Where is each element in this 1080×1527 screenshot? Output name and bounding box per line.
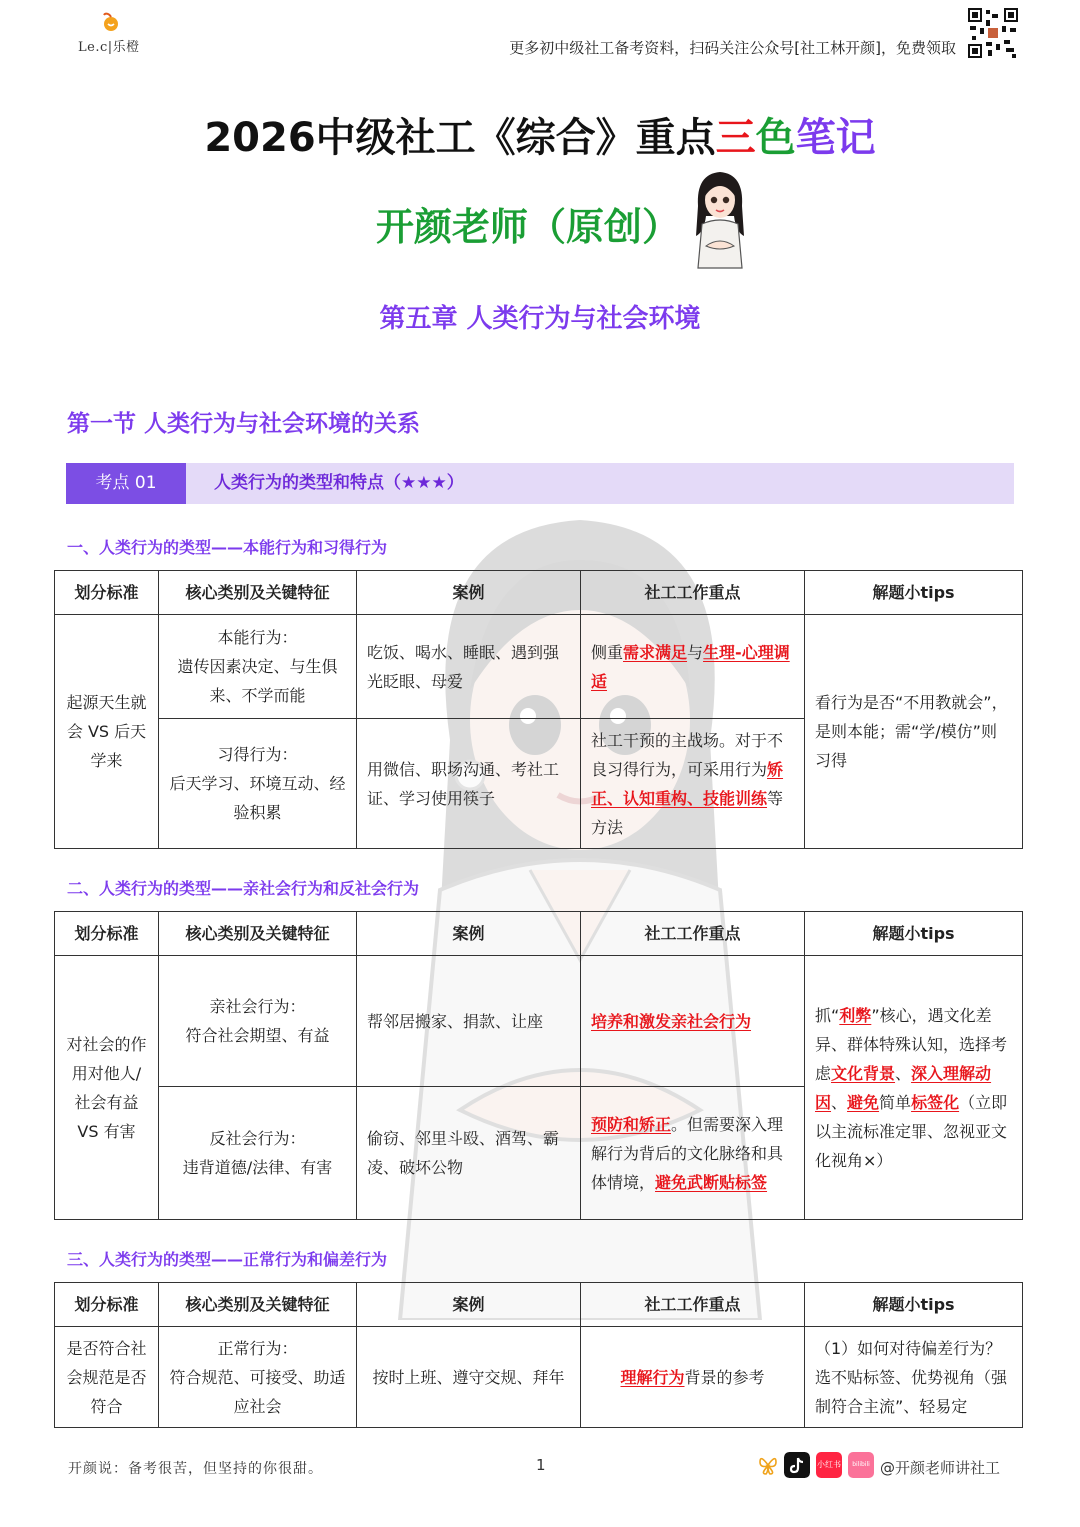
criterion-cell: 对社会的作用对他人/社会有益 VS 有害: [55, 956, 159, 1220]
brand-logo: [78, 12, 148, 58]
focus-cell: [581, 615, 805, 719]
category-cell: [159, 719, 357, 849]
table-header-row: [55, 1283, 1023, 1327]
col-header-focus: 社工工作重点: [581, 912, 805, 956]
focus-text: 与: [687, 642, 704, 662]
category-type: 习得行为：: [217, 745, 298, 764]
tips-text: ”核心，遇文化差异、群体特殊认知，选择考虑: [815, 1005, 1008, 1083]
cases-cell: 吃饭、喝水、睡眠、遇到强光眨眼、母爱: [357, 615, 581, 719]
category-cell: [159, 1087, 357, 1220]
category-features: 后天学习、环境互动、经验积累: [169, 774, 346, 822]
focus-cell: [581, 1327, 805, 1428]
douyin-icon[interactable]: [784, 1452, 810, 1478]
table-row: [55, 615, 1023, 719]
cases-cell: 用微信、职场沟通、考社工证、学习使用筷子: [357, 719, 581, 849]
knowledge-point-tag: 考点 01: [66, 463, 186, 504]
title-green-word: 色: [755, 115, 796, 161]
col-header-cases: 案例: [357, 1283, 581, 1327]
col-header-tips: 解题小tips: [805, 912, 1023, 956]
col-header-category: 核心类别及关键特征: [159, 912, 357, 956]
focus-cell: [581, 719, 805, 849]
category-type: 亲社会行为：: [209, 997, 306, 1016]
tips-highlight: 标签化: [911, 1092, 960, 1112]
col-header-cases: 案例: [357, 571, 581, 615]
col-header-cases: 案例: [357, 912, 581, 956]
category-type: 正常行为：: [217, 1338, 298, 1358]
criterion-cell: 起源天生就会 VS 后天学来: [55, 615, 159, 849]
col-header-category: 核心类别及关键特征: [159, 1283, 357, 1327]
category-features: 遗传因素决定、与生俱来、不学而能: [177, 657, 338, 705]
section-title: 第一节 人类行为与社会环境的关系: [67, 411, 421, 437]
qr-code-icon[interactable]: [968, 8, 1018, 58]
table-row: [55, 956, 1023, 1087]
focus-cell: [581, 1087, 805, 1220]
cases-cell: 偷窃、邻里斗殴、酒驾、霸凌、破坏公物: [357, 1087, 581, 1220]
subsection-heading-1: 一、人类行为的类型——本能行为和习得行为: [67, 538, 388, 557]
focus-highlight: 避免武断贴标签: [655, 1172, 768, 1192]
col-header-focus: 社工工作重点: [581, 1283, 805, 1327]
tips-text: （立即以主流标准定罪、忽视亚文化视角×）: [815, 1092, 1008, 1170]
social-handle[interactable]: @开颜老师讲社工: [880, 1459, 1001, 1477]
subsection-heading-3: 三、人类行为的类型——正常行为和偏差行为: [67, 1250, 388, 1269]
col-header-tips: 解题小tips: [805, 571, 1023, 615]
focus-highlight: 生理-心理调适: [591, 642, 790, 691]
tips-cell: （1）如何对待偏差行为？选不贴标签、优势视角（强制符合主流”、轻易定: [805, 1327, 1023, 1428]
title-main: 2026中级社工《综合》重点: [204, 115, 716, 161]
focus-highlight: 矫正、认知重构、技能训练: [591, 759, 784, 808]
focus-text: 等方法: [591, 788, 784, 837]
xiaohongshu-icon[interactable]: 小红书: [816, 1452, 842, 1478]
logo-text: Le.c|乐橙: [78, 40, 140, 55]
behavior-table-1: [54, 570, 1023, 849]
tips-cell: 看行为是否“不用教就会”，是则本能；需“学/模仿”则习得: [805, 615, 1023, 849]
tips-text: 、: [831, 1092, 848, 1112]
focus-highlight: 需求满足: [623, 642, 688, 662]
chapter-title: 第五章 人类行为与社会环境: [379, 304, 701, 334]
knowledge-point-title: 人类行为的类型和特点（★★★）: [214, 473, 464, 493]
tips-highlight: 利弊: [839, 1005, 872, 1025]
tips-cell: [805, 956, 1023, 1220]
tips-highlight: 避免: [847, 1092, 880, 1112]
focus-text: 背景的参考: [684, 1367, 765, 1387]
orange-logo-icon: [100, 12, 122, 32]
page-number: 1: [536, 1456, 546, 1474]
category-features: 违背道德/法律、有害: [182, 1158, 333, 1177]
behavior-table-3: [54, 1282, 1023, 1428]
tips-text: 、: [895, 1063, 912, 1083]
col-header-criterion: 划分标准: [55, 1283, 159, 1327]
table-header-row: [55, 571, 1023, 615]
tips-highlight: 文化背景: [831, 1063, 896, 1083]
category-cell: [159, 615, 357, 719]
focus-text: 侧重: [591, 642, 624, 662]
title-purple-word: 笔记: [795, 115, 876, 161]
butterfly-icon[interactable]: [758, 1452, 778, 1478]
category-cell: [159, 956, 357, 1087]
page-header: [0, 0, 1080, 70]
footer-note: 开颜说：备考很苦，但坚持的你很甜。: [68, 1461, 323, 1477]
col-header-focus: 社工工作重点: [581, 571, 805, 615]
category-type: 本能行为：: [217, 628, 298, 647]
criterion-cell: 是否符合社会规范是否符合: [55, 1327, 159, 1428]
promo-text: 更多初中级社工备考资料，扫码关注公众号[社工林开颜]，免费领取: [509, 39, 956, 57]
subsection-heading-2: 二、人类行为的类型——亲社会行为和反社会行为: [67, 879, 420, 898]
title-red-word: 三: [715, 115, 756, 161]
teacher-avatar-icon: [688, 166, 752, 270]
tips-highlight: 深入理解动因: [815, 1063, 992, 1112]
table-row: [55, 1327, 1023, 1428]
author-line: 开颜老师（原创）: [376, 205, 681, 249]
table-header-row: [55, 912, 1023, 956]
category-cell: [159, 1327, 357, 1428]
focus-highlight: 预防和矫正: [591, 1114, 672, 1134]
focus-text: 社工干预的主战场。对于不良习得行为，可采用行为: [591, 730, 784, 779]
focus-highlight: 理解行为: [620, 1367, 685, 1387]
col-header-tips: 解题小tips: [805, 1283, 1023, 1327]
col-header-category: 核心类别及关键特征: [159, 571, 357, 615]
bilibili-icon[interactable]: bilibili: [848, 1452, 874, 1478]
category-features: 符合规范、可接受、助适应社会: [169, 1367, 346, 1416]
cases-cell: 按时上班、遵守交规、拜年: [357, 1327, 581, 1428]
focus-text: 。但需要深入理解行为背后的文化脉络和具体情境，: [591, 1114, 784, 1192]
category-features: 符合社会期望、有益: [185, 1026, 330, 1045]
page-title: [0, 106, 1080, 163]
category-type: 反社会行为：: [209, 1129, 306, 1148]
focus-cell: [581, 956, 805, 1087]
focus-highlight: 培养和激发亲社会行为: [591, 1011, 752, 1031]
behavior-table-2: [54, 911, 1023, 1220]
tips-text: 抓“: [815, 1005, 840, 1025]
col-header-criterion: 划分标准: [55, 912, 159, 956]
col-header-criterion: 划分标准: [55, 571, 159, 615]
cases-cell: 帮邻居搬家、捐款、让座: [357, 956, 581, 1087]
tips-text: 简单: [879, 1092, 912, 1112]
